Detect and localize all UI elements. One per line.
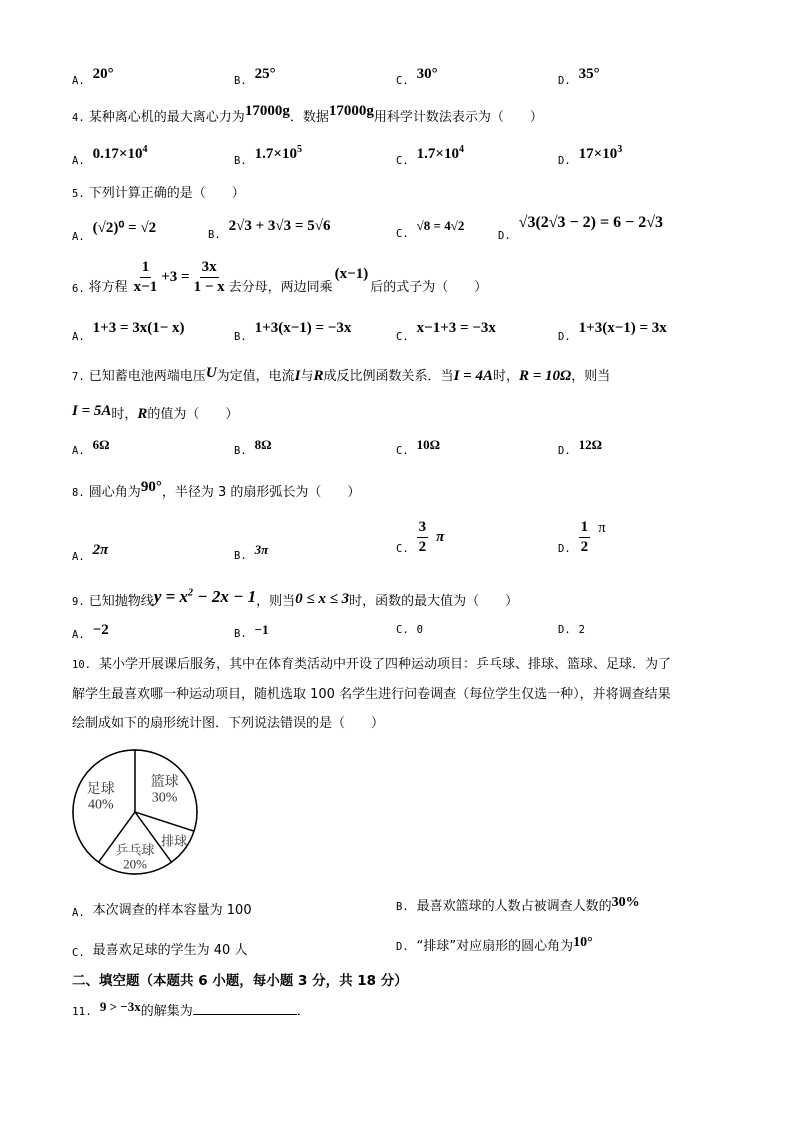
denominator: 1 − x bbox=[193, 279, 225, 295]
question-text: 后的式子为（ ） bbox=[370, 280, 488, 295]
option-text: 最喜欢篮球的人数占被调查人数的 bbox=[416, 899, 612, 914]
q9-option-d bbox=[558, 622, 585, 634]
numerator: 3x bbox=[200, 260, 219, 278]
q8-options bbox=[72, 520, 732, 570]
math-value: 9 > −3x bbox=[99, 999, 141, 1014]
math-value: 30% bbox=[611, 895, 640, 910]
math-value: I = 5A bbox=[72, 403, 112, 419]
math-var: R bbox=[313, 368, 324, 384]
pie-label-percent: 40% bbox=[87, 797, 114, 813]
question-text: 的值为（ ） bbox=[147, 407, 239, 422]
numerator: 1 bbox=[140, 260, 152, 278]
pie-label-name: 篮球 bbox=[150, 774, 179, 790]
option-value: (√2)⁰ = √2 bbox=[92, 220, 157, 236]
q4-option-d bbox=[558, 144, 623, 167]
option-label: A. bbox=[72, 75, 85, 87]
function-expr: y = x bbox=[153, 587, 189, 606]
option-label: A. bbox=[72, 551, 85, 563]
option-label: B. bbox=[234, 628, 247, 640]
q8-stem bbox=[72, 481, 360, 501]
q10-option-a bbox=[72, 899, 252, 918]
function-expr: − 2x − 1 bbox=[193, 587, 257, 606]
answer-blank[interactable] bbox=[193, 1002, 297, 1015]
math-value: (x−1) bbox=[334, 266, 369, 282]
q6-option-d bbox=[558, 320, 667, 343]
option-value: 25° bbox=[254, 66, 276, 82]
q10-option-d bbox=[396, 935, 593, 955]
option-value: 2π bbox=[92, 542, 109, 558]
option-label: A. bbox=[72, 331, 85, 343]
question-text: ，半径为 3 的扇形弧长为（ ） bbox=[161, 485, 361, 500]
q5-option-a bbox=[72, 218, 157, 243]
question-number: 11. bbox=[72, 1005, 92, 1018]
q6-option-b bbox=[234, 320, 352, 343]
q10-option-b bbox=[396, 895, 640, 915]
option-text: 本次调查的样本容量为 100 bbox=[92, 903, 252, 918]
q9-option-a bbox=[72, 622, 109, 639]
exponent: 5 bbox=[296, 144, 302, 155]
q10-options bbox=[72, 895, 752, 965]
option-label: B. bbox=[208, 229, 221, 241]
question-text: 已知蓄电池两端电压 bbox=[88, 369, 206, 384]
q3-option-b bbox=[234, 66, 276, 87]
q7-option-d bbox=[558, 437, 603, 457]
q10-line1 bbox=[72, 650, 671, 680]
question-number: 10. bbox=[72, 659, 91, 671]
q7-stem-line2 bbox=[72, 403, 238, 423]
q10-stem bbox=[72, 650, 671, 738]
math-value: 17000g bbox=[244, 103, 290, 119]
option-label: C. bbox=[396, 228, 409, 240]
option-label: B. bbox=[234, 445, 247, 457]
denominator: 2 bbox=[580, 539, 589, 555]
q6-option-a bbox=[72, 320, 185, 343]
exponent: 4 bbox=[458, 144, 464, 155]
q6-option-c bbox=[396, 320, 496, 343]
q4-option-b bbox=[234, 144, 302, 167]
option-label: A. bbox=[72, 445, 85, 457]
option-value: 30° bbox=[416, 66, 438, 82]
q9-option-b bbox=[234, 622, 269, 638]
question-text: 某小学开展课后服务，其中在体育类活动中开设了四种运动项目：乒乓球、排球、篮球、足球．为了 bbox=[98, 657, 671, 672]
question-text: 去分母，两边同乘 bbox=[228, 280, 333, 295]
option-label: C. bbox=[396, 624, 409, 636]
q5-stem bbox=[72, 182, 245, 201]
q5-option-d bbox=[498, 214, 664, 242]
option-value: 17×10 bbox=[578, 146, 618, 162]
question-number: 8. bbox=[72, 487, 85, 499]
question-text: 用科学计数法表示为（ ） bbox=[373, 110, 543, 125]
pie-label-1: 排球 bbox=[161, 833, 188, 849]
question-number: 7. bbox=[72, 371, 85, 383]
option-label: A. bbox=[72, 231, 85, 243]
option-value: −1 bbox=[254, 622, 269, 637]
math-var: I bbox=[294, 368, 301, 384]
q8-option-a bbox=[72, 542, 109, 563]
option-value: 10Ω bbox=[416, 437, 441, 452]
q9-stem bbox=[72, 587, 519, 610]
q8-option-d bbox=[558, 520, 606, 555]
option-label: C. bbox=[396, 75, 409, 87]
option-label: C. bbox=[396, 155, 409, 167]
numerator: 3 bbox=[417, 520, 429, 538]
option-value: 1+3(x−1) = −3x bbox=[254, 320, 352, 336]
pie-label-percent: 20% bbox=[123, 856, 147, 872]
option-value: √3(2√3 − 2) = 6 − 2√3 bbox=[518, 214, 664, 231]
option-label: A. bbox=[72, 907, 85, 919]
q7-option-b bbox=[234, 437, 272, 457]
option-label: D. bbox=[558, 624, 571, 636]
question-text: ，则当 bbox=[571, 369, 611, 384]
question-text: 时， bbox=[111, 407, 138, 422]
question-number: 5. bbox=[72, 188, 85, 200]
q8-option-b bbox=[234, 542, 269, 562]
question-text: 将方程 bbox=[88, 280, 128, 295]
question-text: 圆心角为 bbox=[88, 485, 141, 500]
question-number: 4. bbox=[72, 112, 85, 124]
exponent: 3 bbox=[617, 144, 623, 155]
option-label: C. bbox=[396, 543, 409, 555]
math-value: 17000g bbox=[328, 103, 374, 119]
option-value: 20° bbox=[92, 66, 114, 82]
pie-label-0 bbox=[151, 774, 179, 805]
fraction-2 bbox=[192, 260, 227, 295]
question-text: 下列计算正确的是（ ） bbox=[88, 186, 245, 201]
fraction bbox=[417, 520, 429, 555]
pie-label-name: 足球 bbox=[86, 781, 115, 797]
option-label: D. bbox=[558, 75, 571, 87]
option-label: B. bbox=[396, 901, 409, 913]
math-var: R bbox=[137, 406, 148, 422]
question-text: ．数据 bbox=[289, 110, 329, 125]
q3-option-c bbox=[396, 66, 438, 87]
q11-stem bbox=[72, 1000, 310, 1019]
option-label: A. bbox=[72, 155, 85, 167]
option-label: D. bbox=[396, 941, 409, 953]
numerator: 1 bbox=[579, 520, 591, 538]
denominator: x−1 bbox=[133, 279, 158, 295]
option-value: 2√3 + 3√3 = 5√6 bbox=[228, 218, 331, 234]
option-value: 1+3 = 3x(1− x) bbox=[92, 320, 185, 336]
option-value: 1.7×10 bbox=[416, 146, 459, 162]
q7-stem-line1 bbox=[72, 365, 610, 385]
q6-stem bbox=[72, 260, 487, 295]
q4-option-a bbox=[72, 144, 148, 167]
option-value: √8 = 4√2 bbox=[416, 218, 465, 233]
option-text: 最喜欢足球的学生为 40 人 bbox=[92, 943, 248, 958]
question-text: 与 bbox=[300, 369, 314, 384]
q5-option-c bbox=[396, 218, 465, 240]
question-text: 某种离心机的最大离心力为 bbox=[88, 110, 245, 125]
option-value: 12Ω bbox=[578, 437, 603, 452]
option-label: D. bbox=[498, 230, 511, 242]
q3-option-d bbox=[558, 66, 600, 87]
option-text: “排球”对应扇形的圆心角为 bbox=[416, 939, 574, 954]
q5-option-b bbox=[208, 218, 331, 241]
option-label: B. bbox=[234, 550, 247, 562]
math-text: +3 = bbox=[161, 269, 190, 285]
option-value: 1.7×10 bbox=[254, 146, 297, 162]
question-text: 的解集为 bbox=[140, 1004, 193, 1019]
option-label: C. bbox=[72, 947, 85, 959]
question-text: 时， bbox=[492, 369, 519, 384]
pie-label-percent: 30% bbox=[151, 790, 178, 806]
question-text: 成反比例函数关系．当 bbox=[323, 369, 454, 384]
pi-symbol: π bbox=[598, 520, 606, 536]
q4-stem bbox=[72, 103, 543, 126]
math-value: I = 4A bbox=[453, 368, 493, 384]
option-label: C. bbox=[396, 445, 409, 457]
fraction-1 bbox=[132, 260, 160, 295]
option-label: D. bbox=[558, 155, 571, 167]
q4-option-c bbox=[396, 144, 464, 167]
option-label: D. bbox=[558, 445, 571, 457]
option-label: B. bbox=[234, 75, 247, 87]
denominator: 2 bbox=[418, 539, 427, 555]
option-value: 2 bbox=[578, 624, 585, 636]
question-number: 6. bbox=[72, 283, 85, 295]
option-label: D. bbox=[558, 543, 571, 555]
q8-option-c bbox=[396, 520, 444, 555]
option-value: 0 bbox=[416, 624, 423, 636]
pie-label-3 bbox=[87, 781, 115, 812]
option-value: 1+3(x−1) = 3x bbox=[578, 320, 667, 336]
option-value: 8Ω bbox=[254, 437, 272, 452]
question-text: 绘制成如下的扇形统计图．下列说法错误的是（ ） bbox=[72, 716, 385, 731]
section-title: 二、填空题（本题共 6 小题，每小题 3 分，共 18 分） bbox=[72, 973, 408, 989]
q3-option-a bbox=[72, 66, 114, 87]
option-label: B. bbox=[234, 331, 247, 343]
exponent: 2 bbox=[188, 587, 194, 599]
question-number: 9. bbox=[72, 596, 85, 608]
option-label: A. bbox=[72, 629, 85, 641]
option-value: 35° bbox=[578, 66, 600, 82]
question-text: 解学生最喜欢哪一种运动项目，随机选取 100 名学生进行问卷调查（每位学生仅选一种），并将调查结果 bbox=[72, 687, 671, 702]
option-label: C. bbox=[396, 331, 409, 343]
option-value: 0.17×10 bbox=[92, 146, 143, 162]
question-text: 时，函数的最大值为（ ） bbox=[349, 594, 519, 609]
math-value: R = 10Ω bbox=[518, 368, 572, 384]
option-value: x−1+3 = −3x bbox=[416, 320, 496, 336]
question-text: ，则当 bbox=[256, 594, 296, 609]
q9-option-c bbox=[396, 622, 423, 634]
math-value: 10° bbox=[573, 935, 593, 950]
q7-option-a bbox=[72, 437, 110, 457]
pie-label-name: 乒乓球 bbox=[115, 842, 155, 858]
option-value: −2 bbox=[92, 622, 109, 638]
math-value: 90° bbox=[140, 479, 162, 495]
q7-option-c bbox=[396, 437, 441, 457]
question-text: 为定值，电流 bbox=[216, 369, 295, 384]
pie-chart bbox=[64, 741, 206, 883]
q10-option-c bbox=[72, 939, 247, 958]
question-text: 已知抛物线 bbox=[88, 594, 154, 609]
option-value: 3π bbox=[254, 542, 269, 557]
math-var: U bbox=[205, 365, 217, 381]
option-label: B. bbox=[234, 155, 247, 167]
fraction bbox=[579, 520, 591, 555]
pi-symbol: π bbox=[436, 529, 445, 545]
math-value: 0 ≤ x ≤ 3 bbox=[295, 591, 350, 607]
option-value: 6Ω bbox=[92, 437, 110, 452]
option-label: D. bbox=[558, 331, 571, 343]
period: ． bbox=[296, 1004, 310, 1019]
exponent: 4 bbox=[142, 144, 148, 155]
